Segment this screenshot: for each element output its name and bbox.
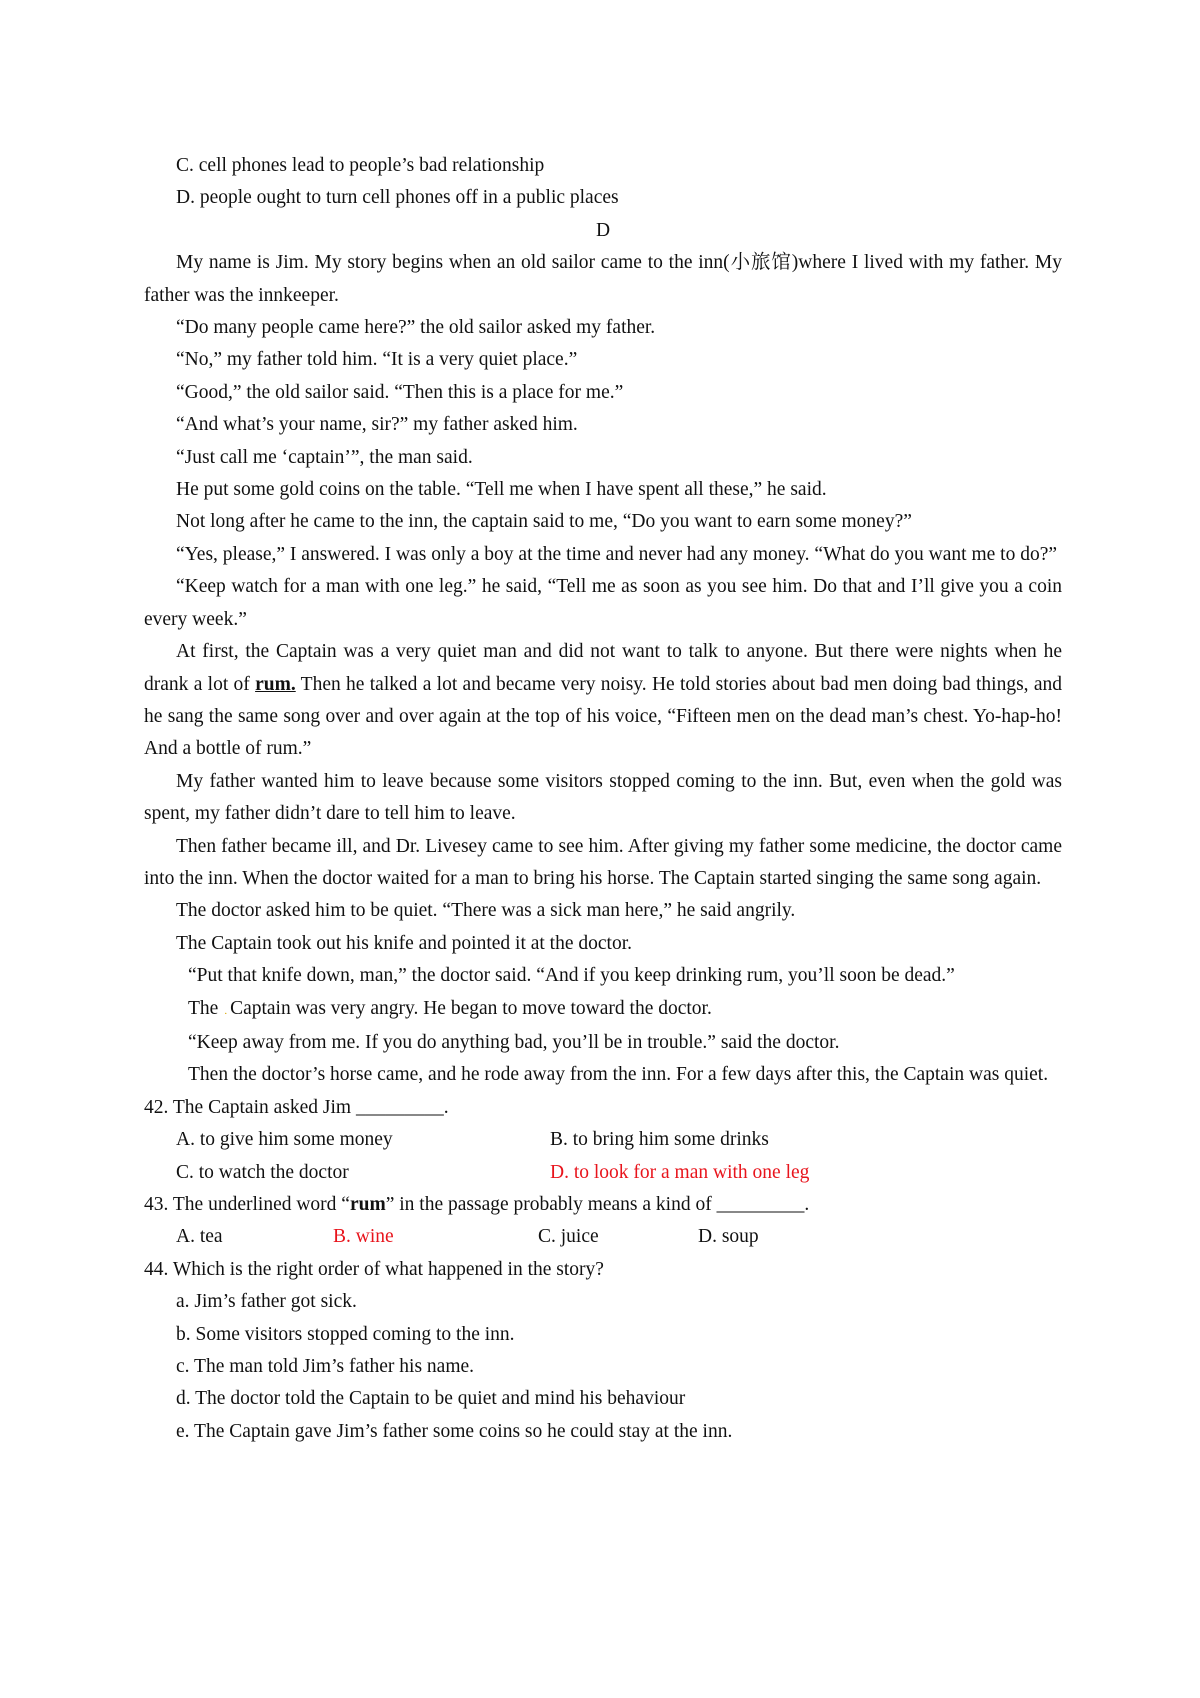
text-run: Captain was very angry. He began to move toward the doctor. <box>230 997 712 1019</box>
passage-paragraph: The Captain took out his knife and pointed it at the doctor. <box>176 932 632 954</box>
option-d-answer: D. to look for a man with one leg <box>550 1161 810 1183</box>
question-stem: 44. Which is the right order of what happened in the story? <box>144 1258 604 1280</box>
option-d: D. soup <box>698 1226 759 1248</box>
question-42 <box>144 1092 1062 1189</box>
passage-paragraph: “Just call me ‘captain’”, the man said. <box>176 446 473 468</box>
options-row <box>144 1221 1062 1253</box>
passage-paragraph: My father wanted him to leave because some visitors stopped coming to the inn. But, even when the gold was spent, my father didn’t dare to tell him to leave. <box>144 770 1062 825</box>
section-label: D <box>595 219 611 241</box>
passage-paragraph: “Keep away from me. If you do anything bad, you’ll be in trouble.” said the doctor. <box>188 1031 840 1053</box>
passage-paragraph: “No,” my father told him. “It is a very quiet place.” <box>176 349 578 371</box>
option-c: C. juice <box>538 1226 599 1248</box>
event-item: b. Some visitors stopped coming to the inn. <box>176 1323 515 1345</box>
option-c: C. to watch the doctor <box>176 1161 349 1183</box>
text-run: At first, the Captain was a very quiet man and did not want to talk to anyone. But there were nights when he drank a lot of <box>144 641 1062 695</box>
option-a: A. to give him some money <box>176 1129 393 1151</box>
event-item: c. The man told Jim’s father his name. <box>176 1356 475 1378</box>
option-d-previous: D. people ought to turn cell phones off in a public places <box>176 187 619 209</box>
edit-mark-icon: . <box>224 1004 228 1017</box>
passage-paragraph <box>144 993 1062 1027</box>
event-item: d. The doctor told the Captain to be quiet and mind his behaviour <box>176 1388 686 1410</box>
passage-paragraph: Not long after he came to the inn, the captain said to me, “Do you want to earn some money?” <box>176 511 912 533</box>
option-a: A. tea <box>176 1226 223 1248</box>
passage-paragraph: “Yes, please,” I answered. I was only a boy at the time and never had any money. “What do you want me to do?” <box>176 543 1058 565</box>
passage-paragraph: My name is Jim. My story begins when an old sailor came to the inn(小旅馆)where I lived with my father. My father was the innkeeper. <box>144 252 1062 306</box>
passage-paragraph: Then the doctor’s horse came, and he rode away from the inn. For a few days after this, the Captain was quiet. <box>188 1064 1049 1086</box>
reading-passage <box>144 247 1062 1092</box>
passage-paragraph: “And what’s your name, sir?” my father asked him. <box>176 414 578 436</box>
options-row <box>144 1157 1062 1189</box>
question-stem <box>144 1189 1062 1221</box>
question-stem: 42. The Captain asked Jim _________. <box>144 1096 449 1118</box>
passage-paragraph: The doctor asked him to be quiet. “There was a sick man here,” he said angrily. <box>176 900 796 922</box>
options-row <box>144 1124 1062 1156</box>
option-c-previous: C. cell phones lead to people’s bad relationship <box>176 155 545 176</box>
text-run: 43. The underlined word “ <box>144 1194 350 1215</box>
event-item: a. Jim’s father got sick. <box>176 1291 357 1313</box>
question-43 <box>144 1189 1062 1254</box>
option-b-answer: B. wine <box>333 1226 394 1248</box>
event-item: e. The Captain gave Jim’s father some coins so he could stay at the inn. <box>176 1420 733 1442</box>
passage-paragraph: “Put that knife down, man,” the doctor said. “And if you keep drinking rum, you’ll soon be dead.” <box>188 965 955 987</box>
text-run: Then he talked a lot and became very noisy. He told stories about bad men doing bad things, and he sang the same song over and over again at the top of his voice, “Fifteen men on the dead man’s chest. Yo-hap-ho! And a bottle of rum.” <box>144 673 1062 760</box>
bold-word-rum: rum <box>349 1194 386 1215</box>
option-b: B. to bring him some drinks <box>550 1129 769 1151</box>
passage-paragraph: Then father became ill, and Dr. Livesey came to see him. After giving my father some medicine, the doctor came into the inn. When the doctor waited for a man to bring his horse. The Captain started singing the same song again. <box>144 835 1062 889</box>
underlined-word-rum: rum. <box>255 673 296 695</box>
text-run: The <box>188 997 219 1019</box>
passage-paragraph: “Good,” the old sailor said. “Then this is a place for me.” <box>176 381 624 403</box>
passage-paragraph: “Keep watch for a man with one leg.” he said, “Tell me as soon as you see him. Do that and I’ll give you a coin every week.” <box>144 576 1062 630</box>
text-run: ” in the passage probably means a kind of _________. <box>385 1194 810 1215</box>
page-content <box>144 150 1062 1448</box>
passage-paragraph: “Do many people came here?” the old sailor asked my father. <box>176 317 656 339</box>
passage-paragraph: He put some gold coins on the table. “Tell me when I have spent all these,” he said. <box>176 479 827 501</box>
passage-paragraph-rum <box>144 636 1062 766</box>
question-44 <box>144 1254 1062 1448</box>
